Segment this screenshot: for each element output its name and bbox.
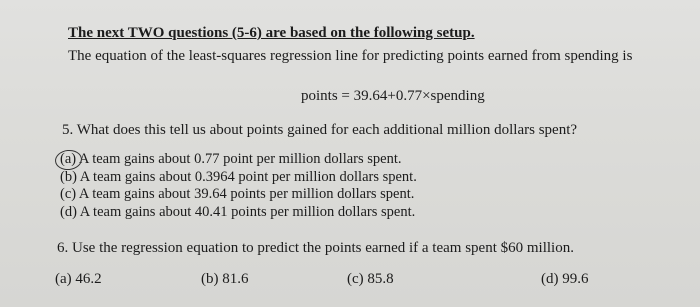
choice-c [60, 186, 417, 204]
setup-text: The equation of the least-squares regression line for predicting points earned from spending is [68, 48, 633, 64]
regression-equation: points = 39.64+0.77×spending [301, 88, 485, 104]
question-6-option-a: (a) 46.2 [55, 271, 102, 287]
question-6-prompt: 6. Use the regression equation to predict the points earned if a team spent $60 million. [57, 240, 574, 256]
choice-text: A team gains about 39.64 points per million dollars spent. [76, 186, 415, 202]
choice-letter [60, 151, 76, 169]
setup-heading: The next TWO questions (5-6) are based on the following setup. [68, 25, 475, 41]
question-6-option-c: (c) 85.8 [347, 271, 394, 287]
choice-d [60, 204, 417, 222]
choice-a [60, 151, 417, 169]
choice-text: A team gains about 0.3964 point per million dollars spent. [76, 168, 417, 185]
choice-letter: (b) [60, 168, 77, 185]
choice-text: A team gains about 0.77 point per million dollars spent. [76, 151, 402, 167]
choice-letter: (d) [60, 203, 77, 220]
choice-text: A team gains about 40.41 points per million dollars spent. [76, 203, 416, 220]
choice-letter-text: (a) [60, 151, 77, 167]
choice-letter: (c) [60, 186, 77, 202]
question-6-option-d: (d) 99.6 [541, 271, 589, 287]
question-6-option-b: (b) 81.6 [201, 271, 249, 287]
question-5-prompt: 5. What does this tell us about points gained for each additional million dollars spent? [62, 122, 578, 138]
choice-b [60, 169, 417, 187]
question-5-choices [60, 151, 417, 221]
